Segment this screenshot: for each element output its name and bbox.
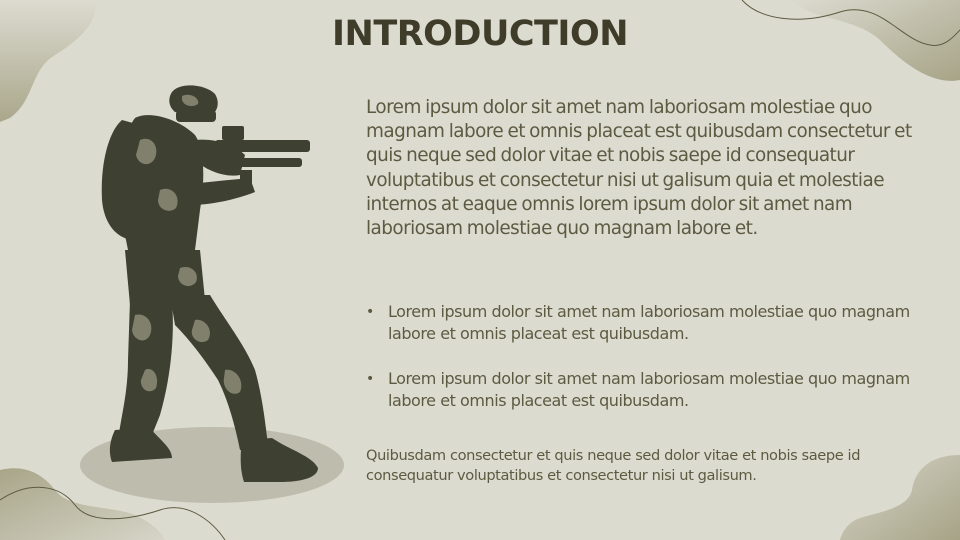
slide-title: INTRODUCTION	[332, 14, 628, 54]
closing-paragraph: Quibusdam consectetur et quis neque sed dolor vitae et nobis saepe id consequatur voluptatibus et consectetur nisi ut galisum.	[366, 447, 861, 484]
bullet-item	[366, 368, 926, 412]
lead-paragraph: Lorem ipsum dolor sit amet nam laboriosam molestiae quo magnam labore et omnis placeat est quibusdam consectetur et quis neque sed dolor vitae et nobis saepe id consequatur voluptatibus et consectetur nisi ut galisum quia et molestiae internos at eaque omnis lorem ipsum dolor sit amet nam laboriosam molestiae quo magnam labore et.	[366, 97, 912, 240]
bullet-text: Lorem ipsum dolor sit amet nam laboriosam molestiae quo magnam labore et omnis placeat est quibusdam.	[388, 369, 910, 410]
bullet-marker: •	[366, 304, 374, 320]
bullet-list	[366, 301, 926, 435]
bullet-text: Lorem ipsum dolor sit amet nam laboriosam molestiae quo magnam labore et omnis placeat est quibusdam.	[388, 302, 910, 343]
bullet-marker: •	[366, 371, 374, 387]
bullet-item	[366, 301, 926, 345]
